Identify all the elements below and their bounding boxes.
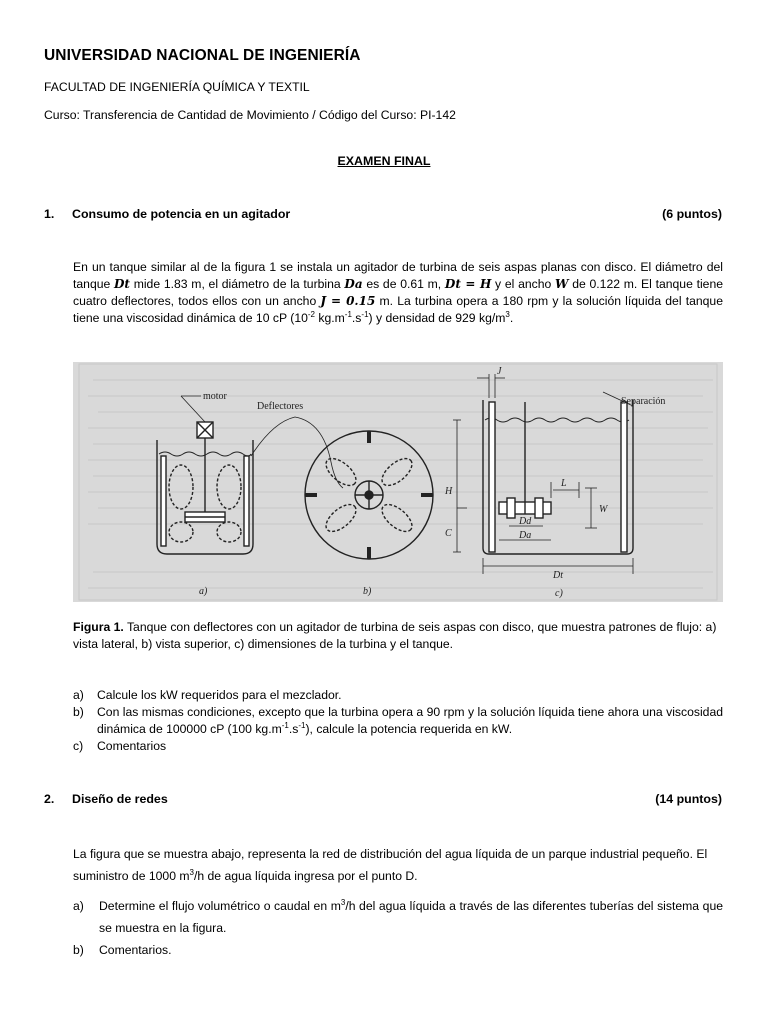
label-c: C [445, 528, 452, 539]
label-dd: Dd [519, 516, 532, 527]
university-name: UNIVERSIDAD NACIONAL DE INGENIERÍA [44, 47, 361, 64]
question-points: (14 puntos) [655, 792, 722, 806]
label-da: Da [519, 530, 532, 541]
label-separacion: Separación [621, 396, 666, 407]
question-2-statement: La figura que se muestra abajo, representa la red de distribución del agua líquida de un parque industrial pequeño. El suministro de 1000 $m^3/h$ de agua líquida ingresa por el punto D. [73, 847, 708, 883]
label-w: W [599, 504, 608, 515]
var-da: Da [344, 277, 363, 291]
label-b: b) [363, 586, 372, 597]
question-points: (6 puntos) [662, 207, 722, 221]
label-c-view: c) [555, 588, 563, 599]
question-1-items [73, 687, 723, 755]
label-deflectores: Deflectores [257, 401, 304, 412]
var-dt: Dt [114, 277, 130, 291]
label-motor: motor [203, 391, 227, 402]
faculty-name: FACULTAD DE INGENIERÍA QUÍMICA Y TEXTIL [44, 80, 310, 94]
question-title: Diseño de redes [72, 792, 168, 806]
label-dt: Dt [553, 570, 563, 581]
question-1-statement: En un tanque similar al de la figura 1 se instala un agitador de turbina de seis aspas planas con disco. El diámetro del tanque Dt mide 1.83 m, el diámetro de la turbina Da es de 0.61 m, Dt = H y el ancho W de 0.122 m. El tanque tiene cuatro deflectores, todos ellos con un ancho J = 0.15 m. La turbina opera a 180 rpm y la solución líquida del tanque tiene una viscosidad dinámica de 10 cP ($10^{-2}$ $kg.m^{-1}.s^{-1}$) y densidad de 929 $kg/m^3$. [73, 260, 723, 325]
var-w: W [555, 277, 569, 291]
question-title: Consumo de potencia en un agitador [72, 207, 291, 221]
figure-1-caption: Figura 1. Tanque con deflectores con un agitador de turbina de seis aspas con disco, que muestra patrones de flujo: a) vista lateral, b) vista superior, c) dimensiones de la turbina y el tanque. [73, 620, 717, 651]
list-item: a) Determine el flujo volumétrico o caudal en $m^3/h$ del agua líquida a través de las diferentes tuberías del sistema que se muestra en la figura. [73, 897, 723, 935]
var-j: J = 0.15 [320, 294, 376, 308]
label-j: J [497, 366, 502, 377]
list-item: a) Calcule los kW requeridos para el mezclador. [73, 688, 342, 702]
question-number: 1. [44, 207, 55, 221]
label-h: H [445, 486, 453, 497]
var-dt-h: Dt = H [444, 277, 492, 291]
list-item: b) Comentarios. [73, 943, 172, 957]
list-item: c) Comentarios [73, 739, 167, 753]
question-2-items [73, 895, 723, 961]
label-a: a) [199, 586, 208, 597]
figure-1-agitator-tank [73, 362, 723, 602]
list-item: b) Con las mismas condiciones, excepto que la turbina opera a 90 rpm y la solución líquida tiene ahora una viscosidad dinámica de 100000 cP (100 $kg.m^{-1}.s^{-1}$), calcule la potencia requerida en kW. [73, 705, 723, 736]
question-number: 2. [44, 792, 55, 806]
label-l: L [561, 478, 567, 489]
exam-title: EXAMEN FINAL [337, 154, 431, 168]
course-info: Curso: Transferencia de Cantidad de Movimiento / Código del Curso: PI-142 [44, 108, 456, 122]
